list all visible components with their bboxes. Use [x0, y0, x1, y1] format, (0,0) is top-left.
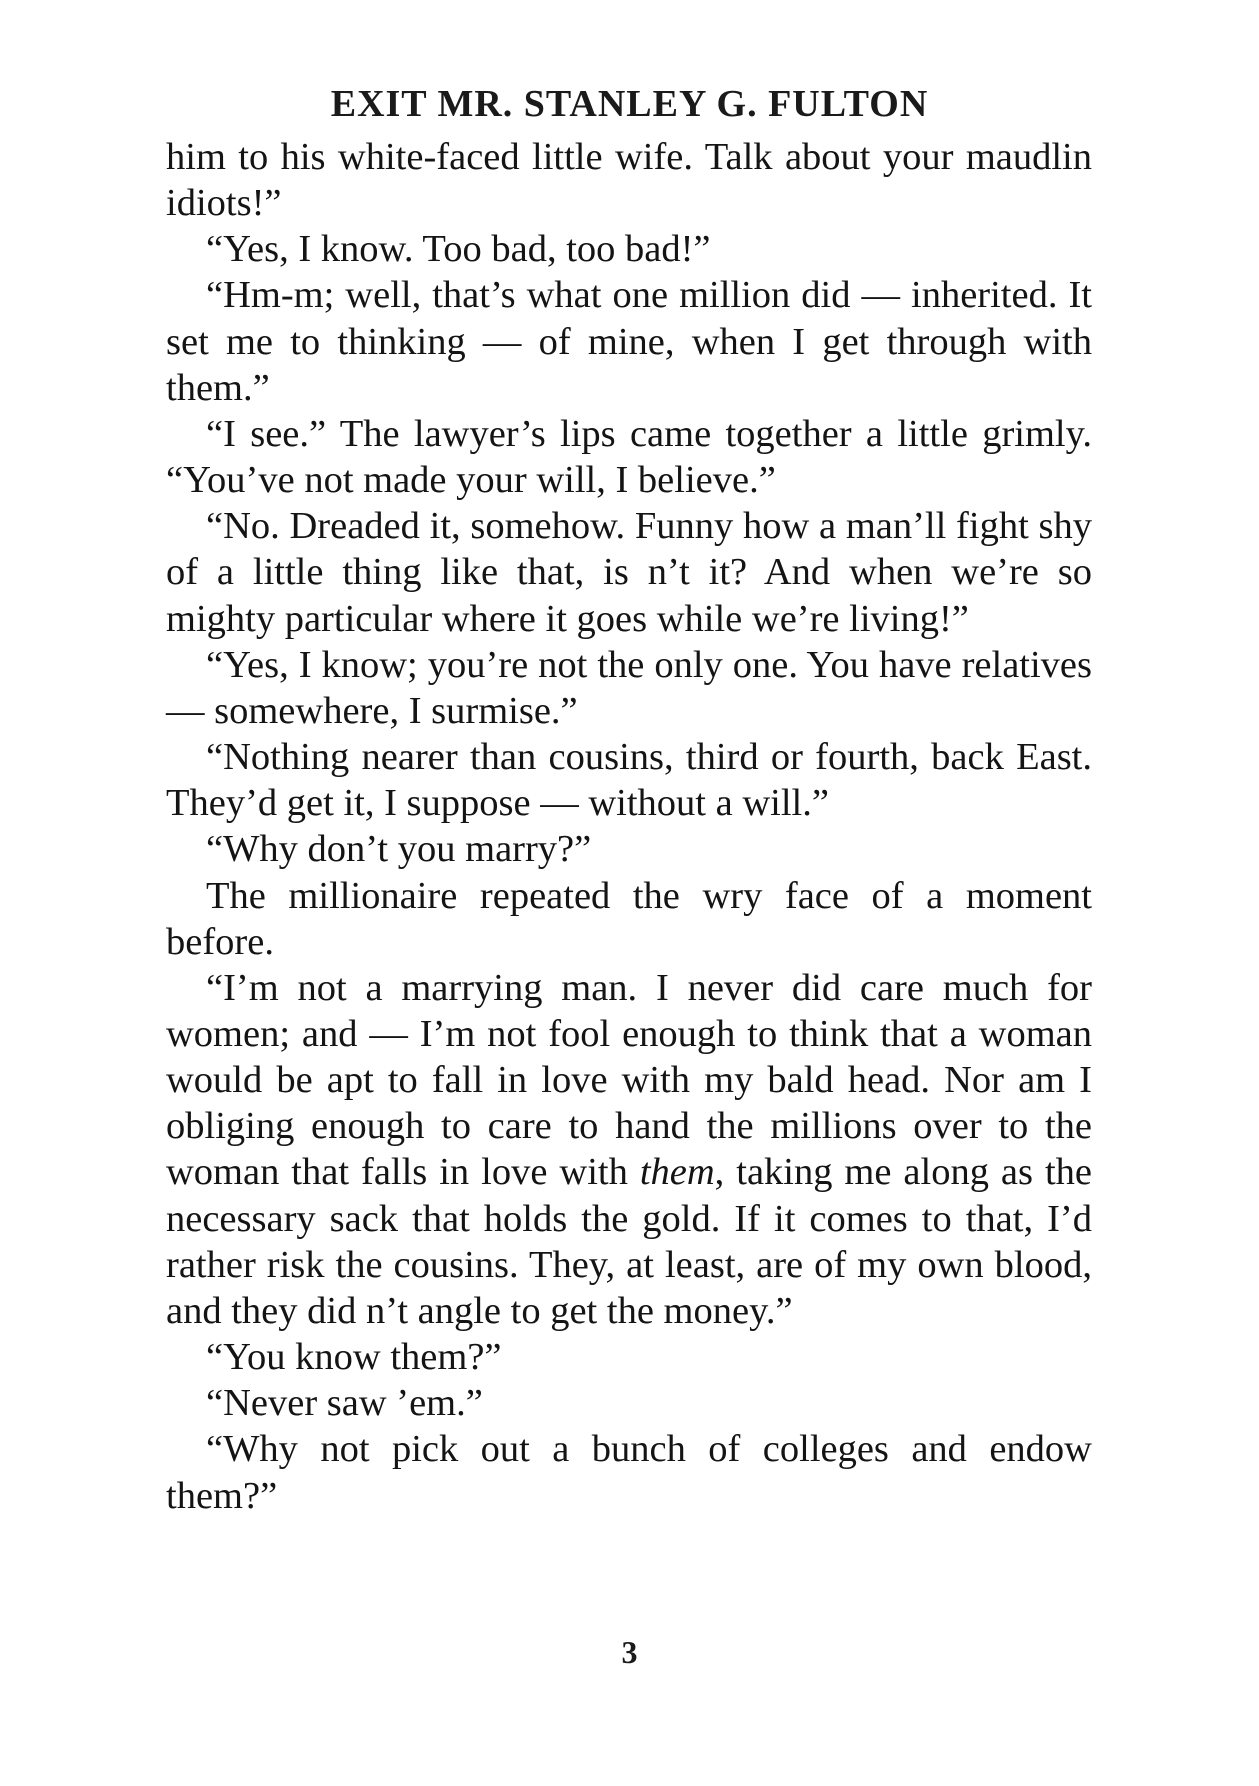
paragraph-6: “Yes, I know; you’re not the only one. You have relatives — somewhere, I surmise.” [166, 643, 1092, 732]
paragraph-10-part-2: , taking me along as the necessary sack that holds the gold. If it comes to that, I’d rather risk the cousins. They, at least, are of my own blood, and they did n’t angle to get the money.” [166, 1151, 1092, 1332]
paragraph-8: “Why don’t you marry?” [206, 828, 592, 871]
paragraph-12: “Never saw ’em.” [206, 1382, 483, 1425]
body-text [166, 134, 1092, 1519]
paragraph-9: The millionaire repeated the wry face of a moment before. [166, 874, 1092, 963]
paragraph-2: “Yes, I know. Too bad, too bad!” [206, 228, 711, 271]
paragraph-4: “I see.” The lawyer’s lips came together a little grimly. “You’ve not made your will, I believe.” [166, 412, 1092, 502]
paragraph-3: “Hm-m; well, that’s what one million did — inherited. It set me to thinking — of mine, when I get through with them.” [166, 274, 1092, 409]
paragraph-7: “Nothing nearer than cousins, third or fourth, back East. They’d get it, I suppose — without a will.” [166, 736, 1092, 825]
emphasized-word: them [639, 1151, 715, 1194]
paragraph-5: “No. Dreaded it, somehow. Funny how a man’ll fight shy of a little thing like that, is n’t it? And when we’re so mighty particular where it goes while we’re living!” [166, 505, 1092, 640]
paragraph-10 [166, 965, 1092, 1334]
paragraph-10-part-1: “I’m not a marrying man. I never did care much for women; and — I’m not fool enough to think that a woman would be apt to fall in love with my bald head. Nor am I obliging enough to care to hand the millions over to the woman that falls in love with [166, 966, 1092, 1194]
running-head: EXIT MR. STANLEY G. FULTON [330, 83, 929, 125]
paragraph-1: him to his white-faced little wife. Talk about your maudlin idiots!” [166, 136, 1092, 225]
page-number: 3 [621, 1634, 638, 1670]
paragraph-11: “You know them?” [206, 1336, 502, 1379]
paragraph-13: “Why not pick out a bunch of colleges and endow them?” [166, 1428, 1092, 1517]
